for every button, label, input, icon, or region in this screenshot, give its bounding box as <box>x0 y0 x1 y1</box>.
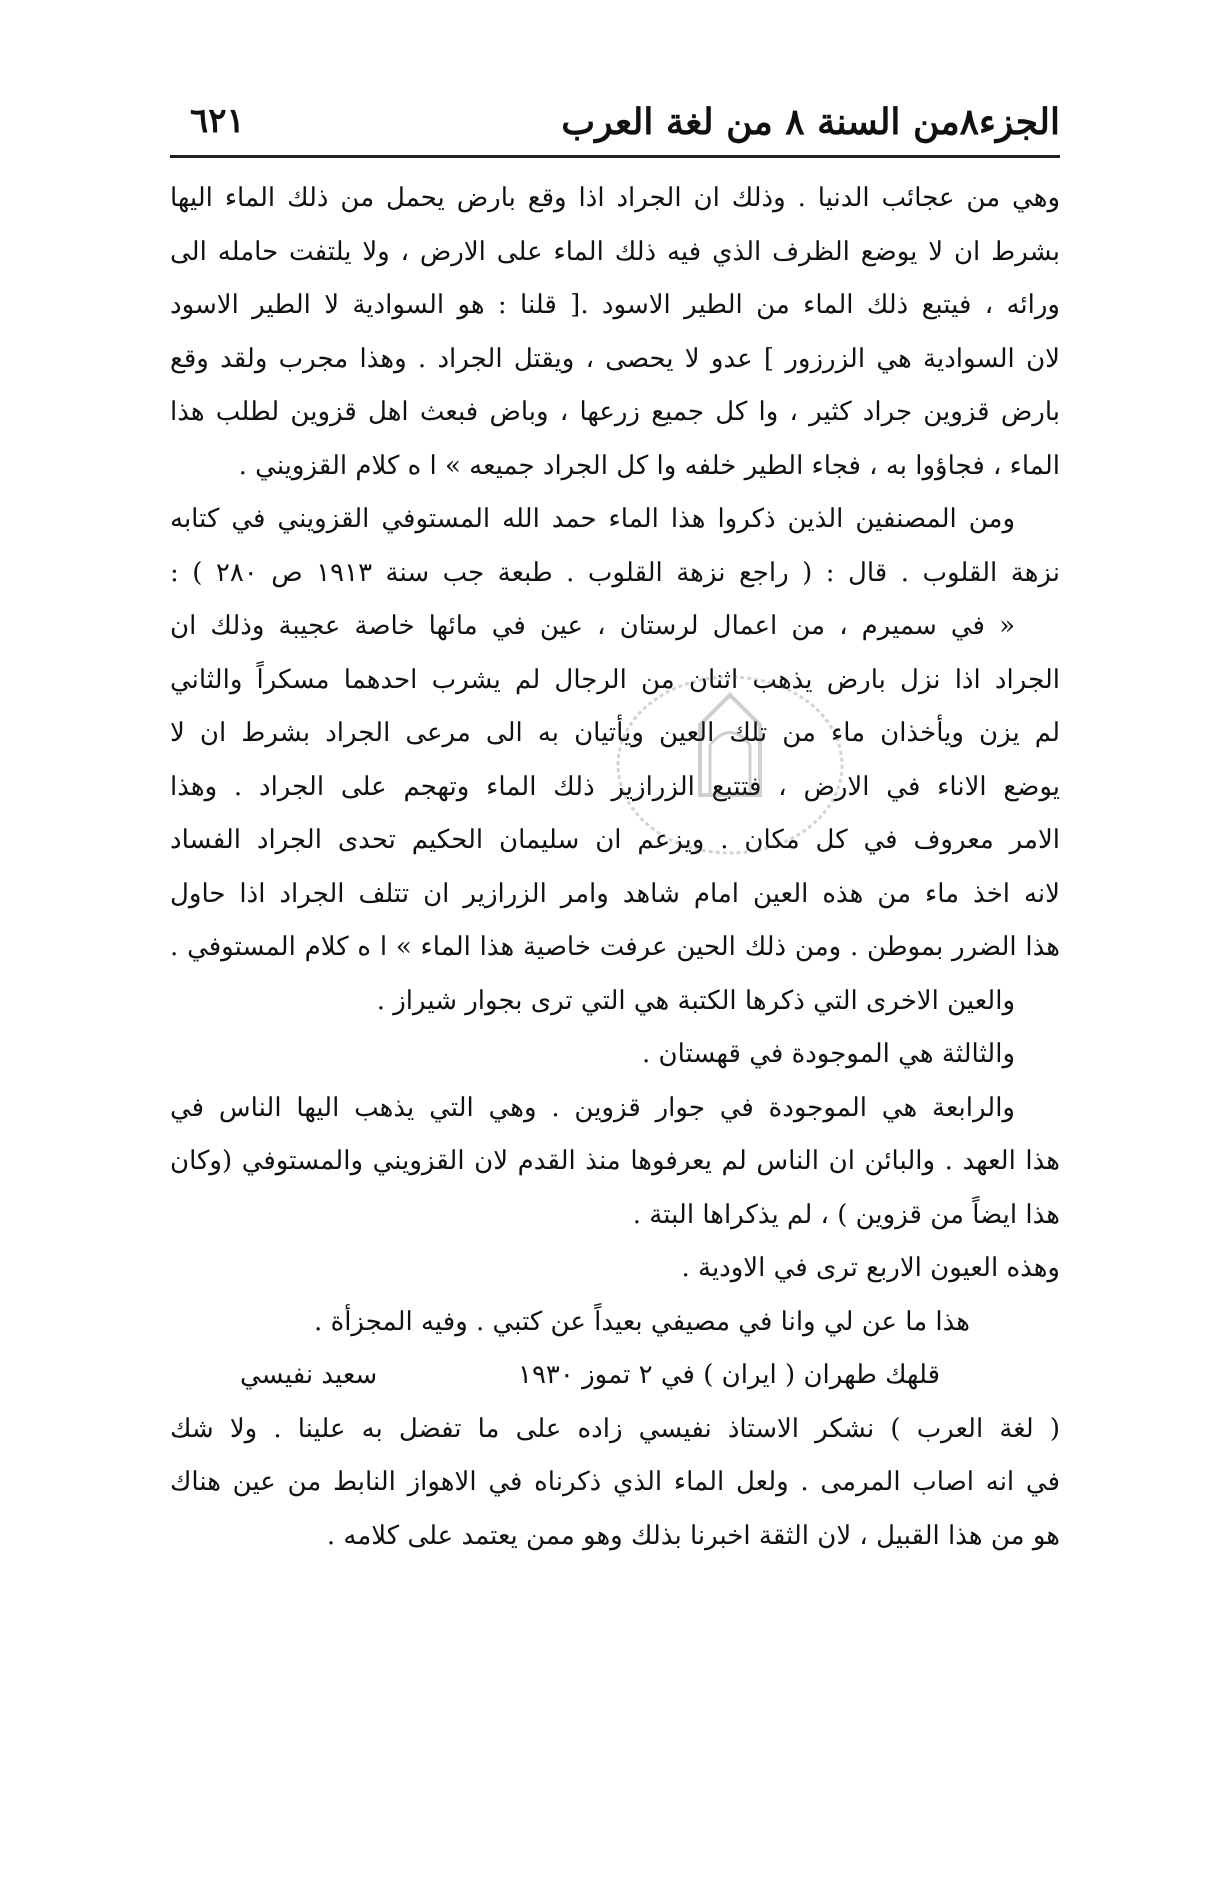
page-number: ٦٢١ <box>190 101 245 141</box>
text-line: لان السوادية هي الزرزور ] عدو لا يحصى ، ويقتل الجراد . وهذا مجرب ولقد وقع <box>170 343 1060 374</box>
signature-line <box>170 1349 1060 1403</box>
text-line: والثالثة هي الموجودة في قهستان . <box>641 1039 1015 1069</box>
text-line: والرابعة هي الموجودة في جوار قزوين . وهي التي يذهب اليها الناس في <box>170 1092 1015 1123</box>
library-stamp-watermark <box>610 665 850 865</box>
text-line: وهي من عجائب الدنيا . وذلك ان الجراد اذا وقع بارض يحمل من ذلك الماء اليها <box>170 183 1060 213</box>
article-body <box>170 172 1060 1563</box>
running-title: الجزء٨من السنة ٨ من لغة العرب <box>561 101 1060 143</box>
text-line: بشرط ان لا يوضع الظرف الذي فيه ذلك الماء على الارض ، ولا يلتفت حامله الى <box>170 236 1060 267</box>
page-header <box>170 95 1060 158</box>
quote-line: لانه اخذ ماء من هذه العين امام شاهد وامر الزرازير ان تتلف الجراد اذا حاول <box>170 878 1060 909</box>
document-page <box>170 95 1060 1815</box>
quote-line: لم يزن ويأخذان ماء من تلك العين ويأتيان به الى مرعى الجراد بشرط ان لا <box>170 718 1060 748</box>
text-line: نزهة القلوب . قال : ( راجع نزهة القلوب . طبعة جب سنة ١٩١٣ ص ٢٨٠ ) : <box>170 557 1060 588</box>
text-line: الماء ، فجاؤوا به ، فجاء الطير خلفه وا كل الجراد جميعه » ا ه كلام القزويني . <box>238 450 1060 481</box>
quote-line: الامر معروف في كل مكان . ويزعم ان سليمان الحكيم تحدى الجراد الفساد <box>170 825 1060 855</box>
quote-line: يوضع الاناء في الارض ، فتتبع الزرازير ذلك الماء وتهجم على الجراد . وهذا <box>170 771 1060 802</box>
text-line: بارض قزوين جراد كثير ، وا كل جميع زرعها ، وباض فبعث اهل قزوين لطلب هذا <box>170 397 1060 427</box>
signature-name: سعيد نفيسي <box>240 1360 378 1390</box>
quote-line: هذا الضرر بموطن . ومن ذلك الحين عرفت خاصية هذا الماء » ا ه كلام المستوفي . <box>170 932 1060 962</box>
text-line: هذا ايضاً من قزوين ) ، لم يذكراها البتة . <box>632 1199 1060 1230</box>
editor-note-line: هو من هذا القبيل ، لان الثقة اخبرنا بذلك وهو ممن يعتمد على كلامه . <box>326 1520 1060 1551</box>
quote-line: الجراد اذا نزل بارض يذهب اثنان من الرجال لم يشرب احدهما مسكراً والثاني <box>170 664 1060 695</box>
editor-note-line: في انه اصاب المرمى . ولعل الماء الذي ذكرناه في الاهواز النابط من عين هناك <box>170 1467 1060 1497</box>
editor-note-line: ( لغة العرب ) نشكر الاستاذ نفيسي زاده على ما تفضل به علينا . ولا شك <box>170 1413 1060 1444</box>
quote-line: « في سميرم ، من اعمال لرستان ، عين في مائها خاصة عجيبة وذلك ان <box>170 611 1015 641</box>
text-line: وهذه العيون الاربع ترى في الاودية . <box>681 1253 1060 1283</box>
text-line: ورائه ، فيتبع ذلك الماء من الطير الاسود .[ قلنا : هو السوادية لا الطير الاسود <box>170 290 1060 320</box>
signature-place-date: قلهك طهران ( ايران ) في ٢ تموز ١٩٣٠ <box>518 1360 940 1390</box>
text-line: والعين الاخرى التي ذكرها الكتبة هي التي ترى بجوار شيراز . <box>376 985 1015 1016</box>
text-line: ومن المصنفين الذين ذكروا هذا الماء حمد الله المستوفي القزويني في كتابه <box>170 504 1015 534</box>
text-line: هذا العهد . والبائن ان الناس لم يعرفوها منذ القدم لان القزويني والمستوفي (وكان <box>170 1146 1060 1176</box>
text-line: هذا ما عن لي وانا في مصيفي بعيداً عن كتبي . وفيه المجزأة . <box>314 1306 970 1337</box>
